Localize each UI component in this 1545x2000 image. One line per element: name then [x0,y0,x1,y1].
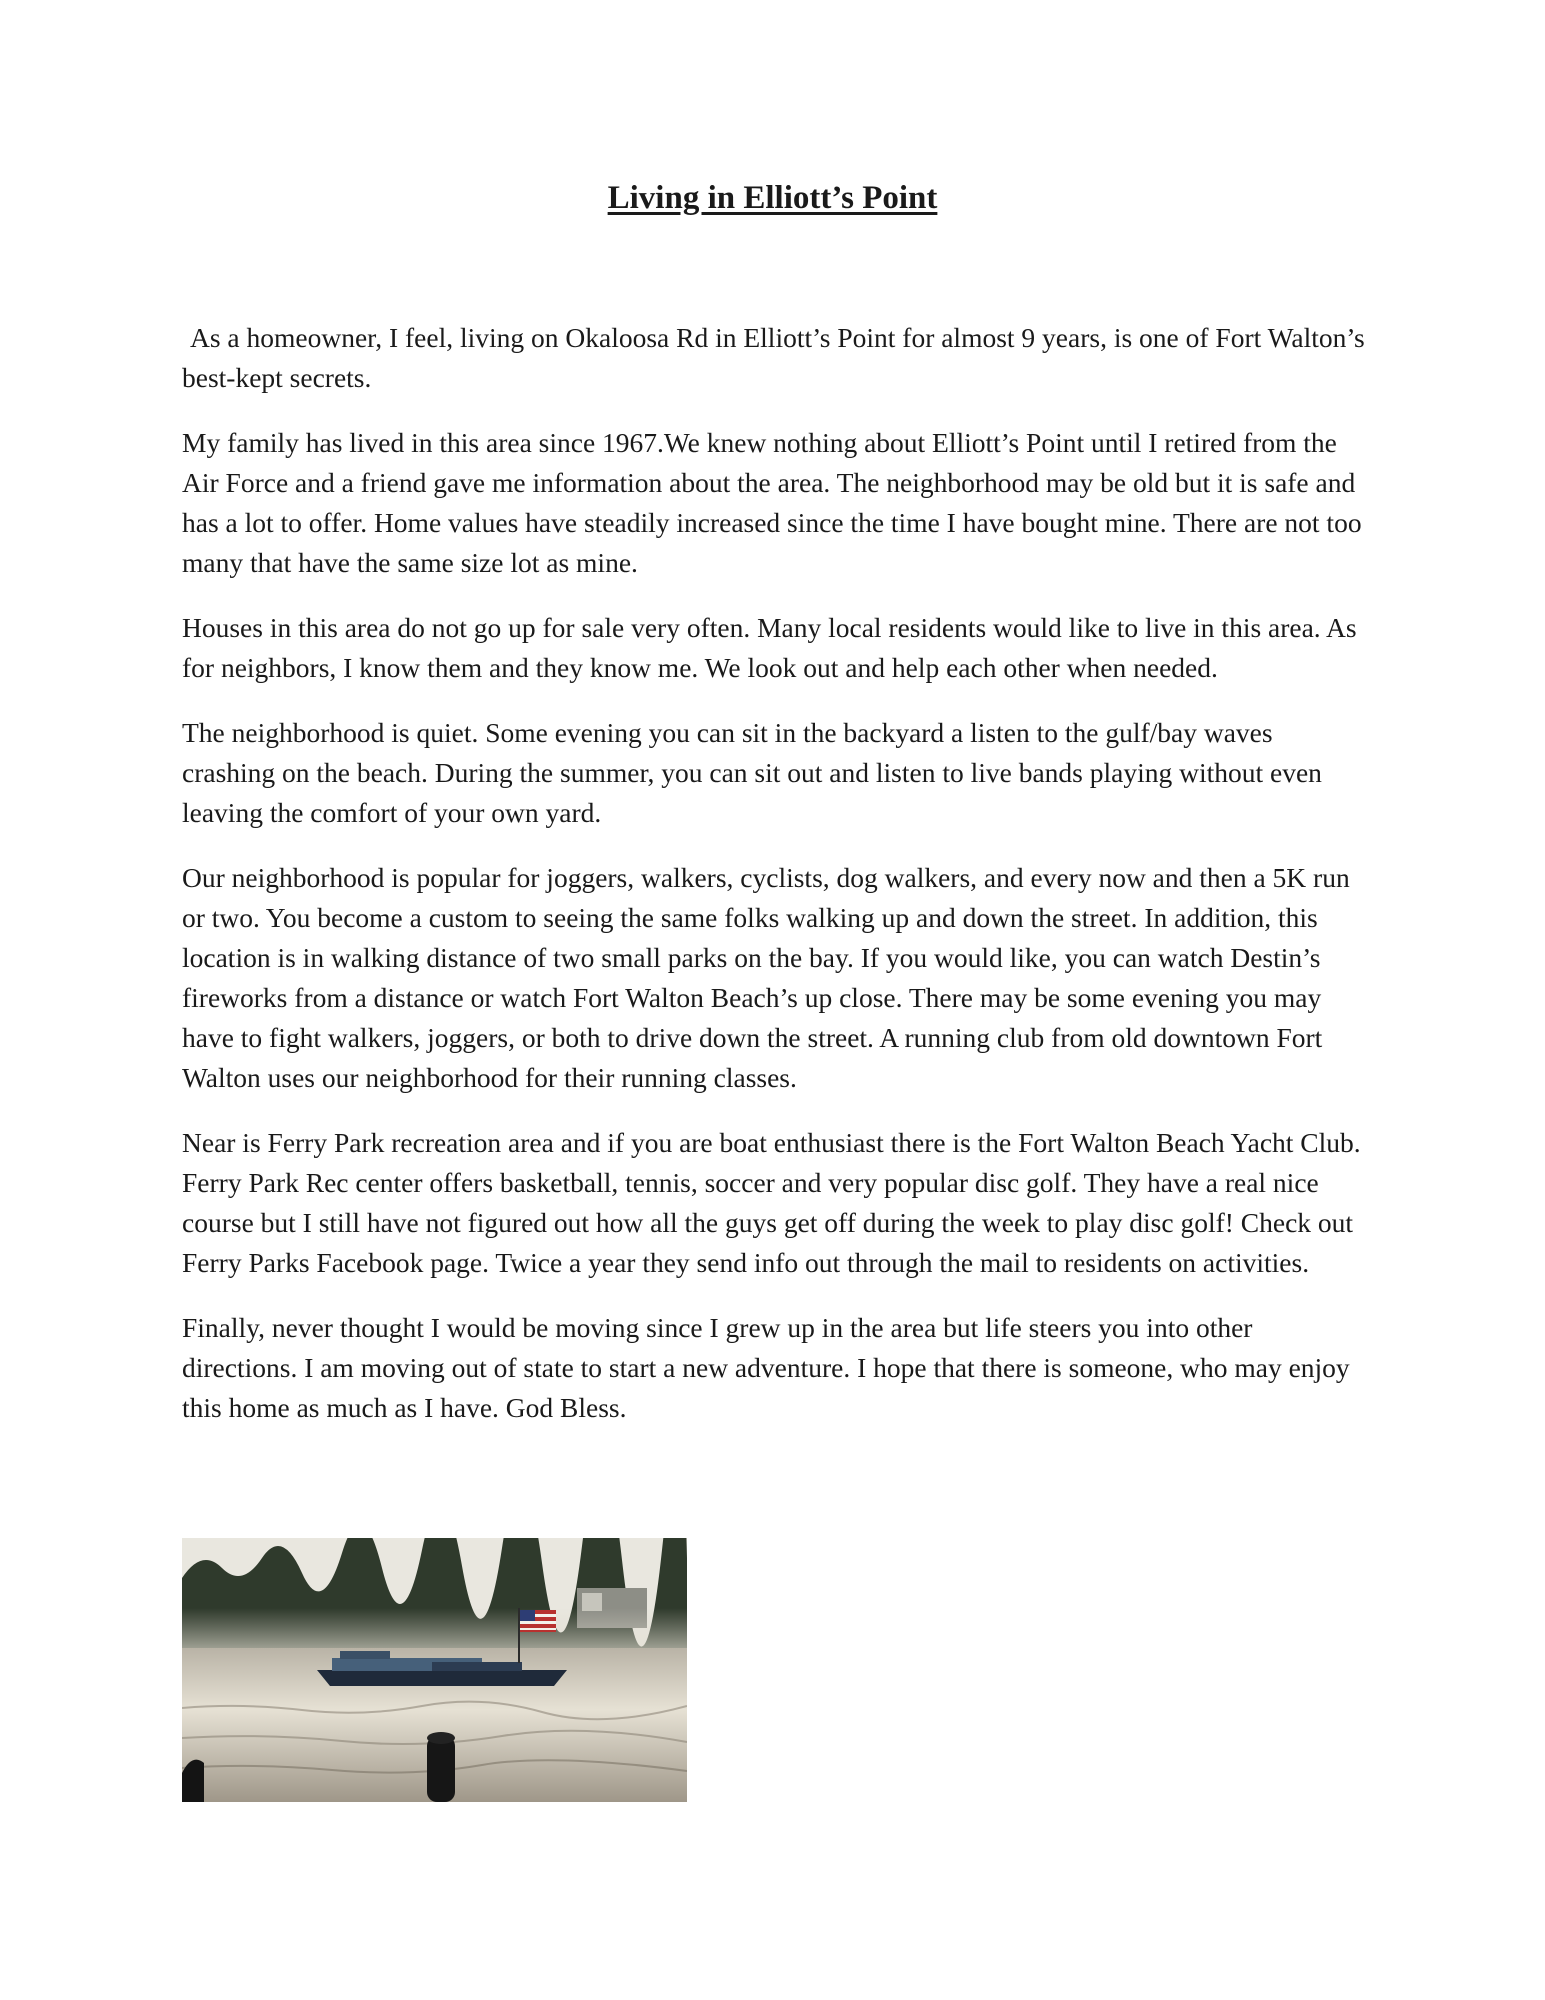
boat-on-bay-photo [182,1538,687,1802]
page-title: Living in Elliott’s Point [607,180,938,216]
paragraph-1: As a homeowner, I feel, living on Okaloosa Rd in Elliott’s Point for almost 9 years, is one of Fort Walton’s best-kept secrets. [182,322,1365,393]
paragraph-7: Finally, never thought I would be moving since I grew up in the area but life steers you into other directions. I am moving out of state to start a new adventure. I hope that there is someone, who may enjoy this home as much as I have. God Bless. [182,1312,1350,1423]
paragraph-2: My family has lived in this area since 1967.We knew nothing about Elliott’s Point until I retired from the Air Force and a friend gave me information about the area. The neighborhood may be old but it is safe and has a lot to offer. Home values have steadily increased since the time I have bought mine. There are not too many that have the same size lot as mine. [182,427,1362,578]
paragraph-3: Houses in this area do not go up for sale very often. Many local residents would like to live in this area. As for neighbors, I know them and they know me. We look out and help each other when needed. [182,612,1357,683]
paragraph-4: The neighborhood is quiet. Some evening you can sit in the backyard a listen to the gulf/bay waves crashing on the beach. During the summer, you can sit out and listen to live bands playing without even leaving the comfort of your own yard. [182,717,1322,828]
paragraph-6: Near is Ferry Park recreation area and if you are boat enthusiast there is the Fort Walton Beach Yacht Club. Ferry Park Rec center offers basketball, tennis, soccer and very popular disc golf. They have a real nice course but I still have not figured out how all the guys get off during the week to play disc golf! Check out Ferry Parks Facebook page. Twice a year they send info out through the mail to residents on activities. [182,1127,1361,1278]
document-body [182,318,1372,1453]
paragraph-5: Our neighborhood is popular for joggers, walkers, cyclists, dog walkers, and every now and then a 5K run or two. You become a custom to seeing the same folks walking up and down the street. In addition, this location is in walking distance of two small parks on the bay. If you would like, you can watch Destin’s fireworks from a distance or watch Fort Walton Beach’s up close. There may be some evening you may have to fight walkers, joggers, or both to drive down the street. A running club from old downtown Fort Walton uses our neighborhood for their running classes. [182,862,1350,1093]
